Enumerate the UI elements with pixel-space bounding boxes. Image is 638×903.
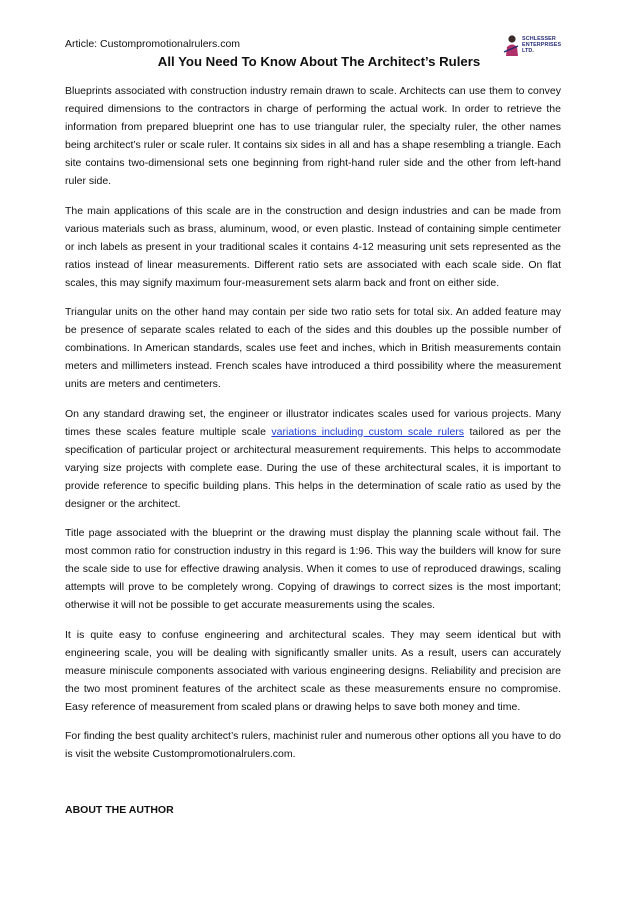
- logo-text-line-1: SCHLESSER: [522, 36, 556, 42]
- paragraph-7: For finding the best quality architect’s rulers, machinist ruler and numerous other options all you have to do is visit the website Custompromotionalrulers.com.: [65, 730, 561, 761]
- custom-scale-rulers-link[interactable]: variations including custom scale rulers: [271, 425, 465, 438]
- about-the-author-heading: ABOUT THE AUTHOR: [65, 804, 174, 816]
- article-body: [65, 82, 561, 774]
- company-logo-icon: [503, 34, 519, 56]
- paragraph-1: Blueprints associated with construction industry remain drawn to scale. Architects can use them to convey required dimensions to the contractors in charge of performing the actual work. In order to retrieve the information from prepared blueprint one has to use triangular ruler, the specialty ruler, the other names being architect’s ruler or scale ruler. It contains six sides in all and has a shape resembling a triangle. Each site contains two-dimensional sets one beginning from right-hand ruler side and the other from left-hand ruler side.: [65, 85, 561, 188]
- article-source-header: Article: Custompromotionalrulers.com: [65, 38, 241, 50]
- article-title: All You Need To Know About The Architect’s Rulers: [157, 54, 481, 69]
- paragraph-5: Title page associated with the blueprint or the drawing must display the planning scale without fail. The most common ratio for construction industry in this regard is 1:96. This way the builders will know for sure the scale side to use for effective drawing analysis. When it comes to use of reproduced drawings, scaling attempts will prove to be completely wrong. Copying of drawings to correct sizes is the most important; otherwise it will not be possible to get accurate measurements using the scales.: [65, 527, 561, 612]
- logo-text-line-2: ENTERPRISES: [522, 42, 562, 48]
- company-logo-text: [522, 36, 561, 54]
- paragraph-4-text-after: tailored as per the specification of particular project or architectural measurement requirements. This helps to accommodate varying size projects with complete ease. During the use of these architectural scales, it is important to provide reference to specific building plans. This helps in the determination of scale ratio as used by the designer or the architect.: [65, 425, 562, 510]
- paragraph-6: It is quite easy to confuse engineering and architectural scales. They may seem identical but with engineering scale, you will be dealing with significantly smaller units. As a result, users can accurately measure miniscule components associated with various engineering designs. Reliability and precision are the two most prominent features of the architect scale as these measurements ensure no compromise. Easy reference of measurement from scaled plans or drawing helps to save both money and time.: [65, 628, 561, 713]
- paragraph-4: [65, 405, 561, 514]
- logo-text-line-3: LTD.: [522, 48, 534, 54]
- paragraph-2: The main applications of this scale are in the construction and design industries and can be made from various materials such as brass, aluminum, wood, or even plastic. Instead of containing simple centimeter or inch labels as present in your traditional scales it contains 4-12 measuring unit sets represented as the ratios instead of linear measurements. Different ratio sets are associated with each scale side. On flat scales, this may signify maximum four-measurement sets alarm back and front on either side.: [65, 204, 561, 289]
- paragraph-4-text-before: On any standard drawing set, the engineer or illustrator indicates scales used for various projects. Many times these scales feature multiple scale: [65, 407, 561, 438]
- paragraph-3: Triangular units on the other hand may contain per side two ratio sets for total six. An added feature may be presence of separate scales related to each of the sides and this doubles up the possible number of combinations. In American standards, scales use feet and inches, which in British measurements contain meters and millimeters instead. French scales have introduced a third possibility where the measurement units are meters and centimeters.: [65, 306, 561, 391]
